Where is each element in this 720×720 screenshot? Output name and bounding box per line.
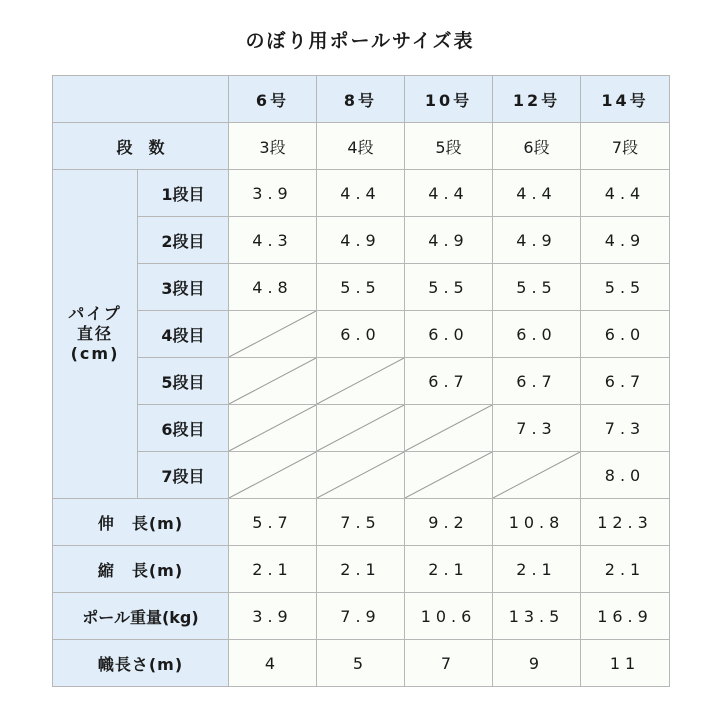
- table-cell: 4.3: [229, 217, 317, 264]
- column-header: 10号: [405, 76, 493, 123]
- table-cell: 7: [405, 640, 493, 687]
- diameter-row: [53, 405, 670, 452]
- empty-cell: [229, 452, 317, 499]
- table-cell: 2.1: [317, 546, 405, 593]
- table-cell: 2.1: [581, 546, 670, 593]
- table-cell: 4.4: [405, 170, 493, 217]
- group-label-line: (cm): [70, 344, 120, 363]
- table-cell: 5.5: [581, 264, 670, 311]
- table-cell: 4.9: [581, 217, 670, 264]
- empty-cell: [229, 311, 317, 358]
- table-cell: 3段: [229, 123, 317, 170]
- table-cell: 7.9: [317, 593, 405, 640]
- table-cell: 6.7: [493, 358, 581, 405]
- table-cell: 7段: [581, 123, 670, 170]
- diagonal-slash: [229, 452, 316, 498]
- row-label-stages: 段 数: [53, 123, 229, 170]
- table-cell: 4.9: [317, 217, 405, 264]
- empty-cell: [317, 405, 405, 452]
- table-cell: 12.3: [581, 499, 670, 546]
- empty-cell: [405, 452, 493, 499]
- table-cell: 7.5: [317, 499, 405, 546]
- extended-length-row: [53, 499, 670, 546]
- table-cell: 6.7: [581, 358, 670, 405]
- table-cell: 4.8: [229, 264, 317, 311]
- diameter-row: [53, 217, 670, 264]
- empty-cell: [229, 405, 317, 452]
- table-cell: 4.9: [493, 217, 581, 264]
- table-cell: 9.2: [405, 499, 493, 546]
- row-label-banner-length: 幟長さ(m): [53, 640, 229, 687]
- diagonal-slash: [229, 311, 316, 357]
- table-cell: 5.7: [229, 499, 317, 546]
- column-header: 14号: [581, 76, 670, 123]
- header-row: [53, 76, 670, 123]
- table-cell: 8.0: [581, 452, 670, 499]
- diameter-row: [53, 311, 670, 358]
- diagonal-slash: [405, 452, 492, 498]
- row-label-extended-length: 伸 長(m): [53, 499, 229, 546]
- column-header: 6号: [229, 76, 317, 123]
- table-cell: 10.8: [493, 499, 581, 546]
- pole-size-table: [52, 75, 670, 687]
- column-header: 12号: [493, 76, 581, 123]
- row-label-retracted-length: 縮 長(m): [53, 546, 229, 593]
- table-cell: 9: [493, 640, 581, 687]
- row-label-stage: 7段目: [138, 452, 229, 499]
- banner-length-row: [53, 640, 670, 687]
- stages-row: [53, 123, 670, 170]
- table-cell: 6.0: [581, 311, 670, 358]
- table-cell: 13.5: [493, 593, 581, 640]
- table-cell: 2.1: [405, 546, 493, 593]
- table-cell: 2.1: [493, 546, 581, 593]
- row-group-label-pipe-diameter: [53, 170, 138, 499]
- diameter-row: [53, 264, 670, 311]
- retracted-length-row: [53, 546, 670, 593]
- table-cell: 4段: [317, 123, 405, 170]
- table-cell: 4.9: [405, 217, 493, 264]
- row-label-stage: 2段目: [138, 217, 229, 264]
- table-cell: 4.4: [317, 170, 405, 217]
- empty-cell: [405, 405, 493, 452]
- empty-cell: [493, 452, 581, 499]
- table-cell: 6段: [493, 123, 581, 170]
- table-cell: 5: [317, 640, 405, 687]
- empty-cell: [317, 358, 405, 405]
- row-label-stage: 1段目: [138, 170, 229, 217]
- table-cell: 4: [229, 640, 317, 687]
- table-cell: 5.5: [317, 264, 405, 311]
- corner-cell: [53, 76, 229, 123]
- table-cell: 7.3: [581, 405, 670, 452]
- diagonal-slash: [229, 405, 316, 451]
- table-cell: 4.4: [581, 170, 670, 217]
- empty-cell: [317, 452, 405, 499]
- diagonal-slash: [317, 452, 404, 498]
- diagonal-slash: [317, 405, 404, 451]
- diagonal-slash: [405, 405, 492, 451]
- diagonal-slash: [493, 452, 580, 498]
- row-label-stage: 6段目: [138, 405, 229, 452]
- table-cell: 5.5: [493, 264, 581, 311]
- table-cell: 6.0: [317, 311, 405, 358]
- table-cell: 5.5: [405, 264, 493, 311]
- table-cell: 5段: [405, 123, 493, 170]
- group-label-line: 直径: [76, 324, 113, 343]
- table-cell: 11: [581, 640, 670, 687]
- diameter-row: [53, 358, 670, 405]
- table-cell: 16.9: [581, 593, 670, 640]
- diagonal-slash: [229, 358, 316, 404]
- row-label-stage: 5段目: [138, 358, 229, 405]
- table-cell: 7.3: [493, 405, 581, 452]
- table-cell: 3.9: [229, 593, 317, 640]
- table-cell: 10.6: [405, 593, 493, 640]
- table-cell: 3.9: [229, 170, 317, 217]
- page-title: のぼり用ポールサイズ表: [245, 30, 475, 52]
- group-label-line: パイプ: [68, 304, 122, 323]
- diagonal-slash: [317, 358, 404, 404]
- table-cell: 2.1: [229, 546, 317, 593]
- table-cell: 6.0: [405, 311, 493, 358]
- table-cell: 6.7: [405, 358, 493, 405]
- empty-cell: [229, 358, 317, 405]
- row-label-weight: ポール重量(kg): [53, 593, 229, 640]
- diameter-row: [53, 452, 670, 499]
- diameter-row: [53, 170, 670, 217]
- row-label-stage: 3段目: [138, 264, 229, 311]
- row-label-stage: 4段目: [138, 311, 229, 358]
- column-header: 8号: [317, 76, 405, 123]
- table-cell: 6.0: [493, 311, 581, 358]
- table-cell: 4.4: [493, 170, 581, 217]
- weight-row: [53, 593, 670, 640]
